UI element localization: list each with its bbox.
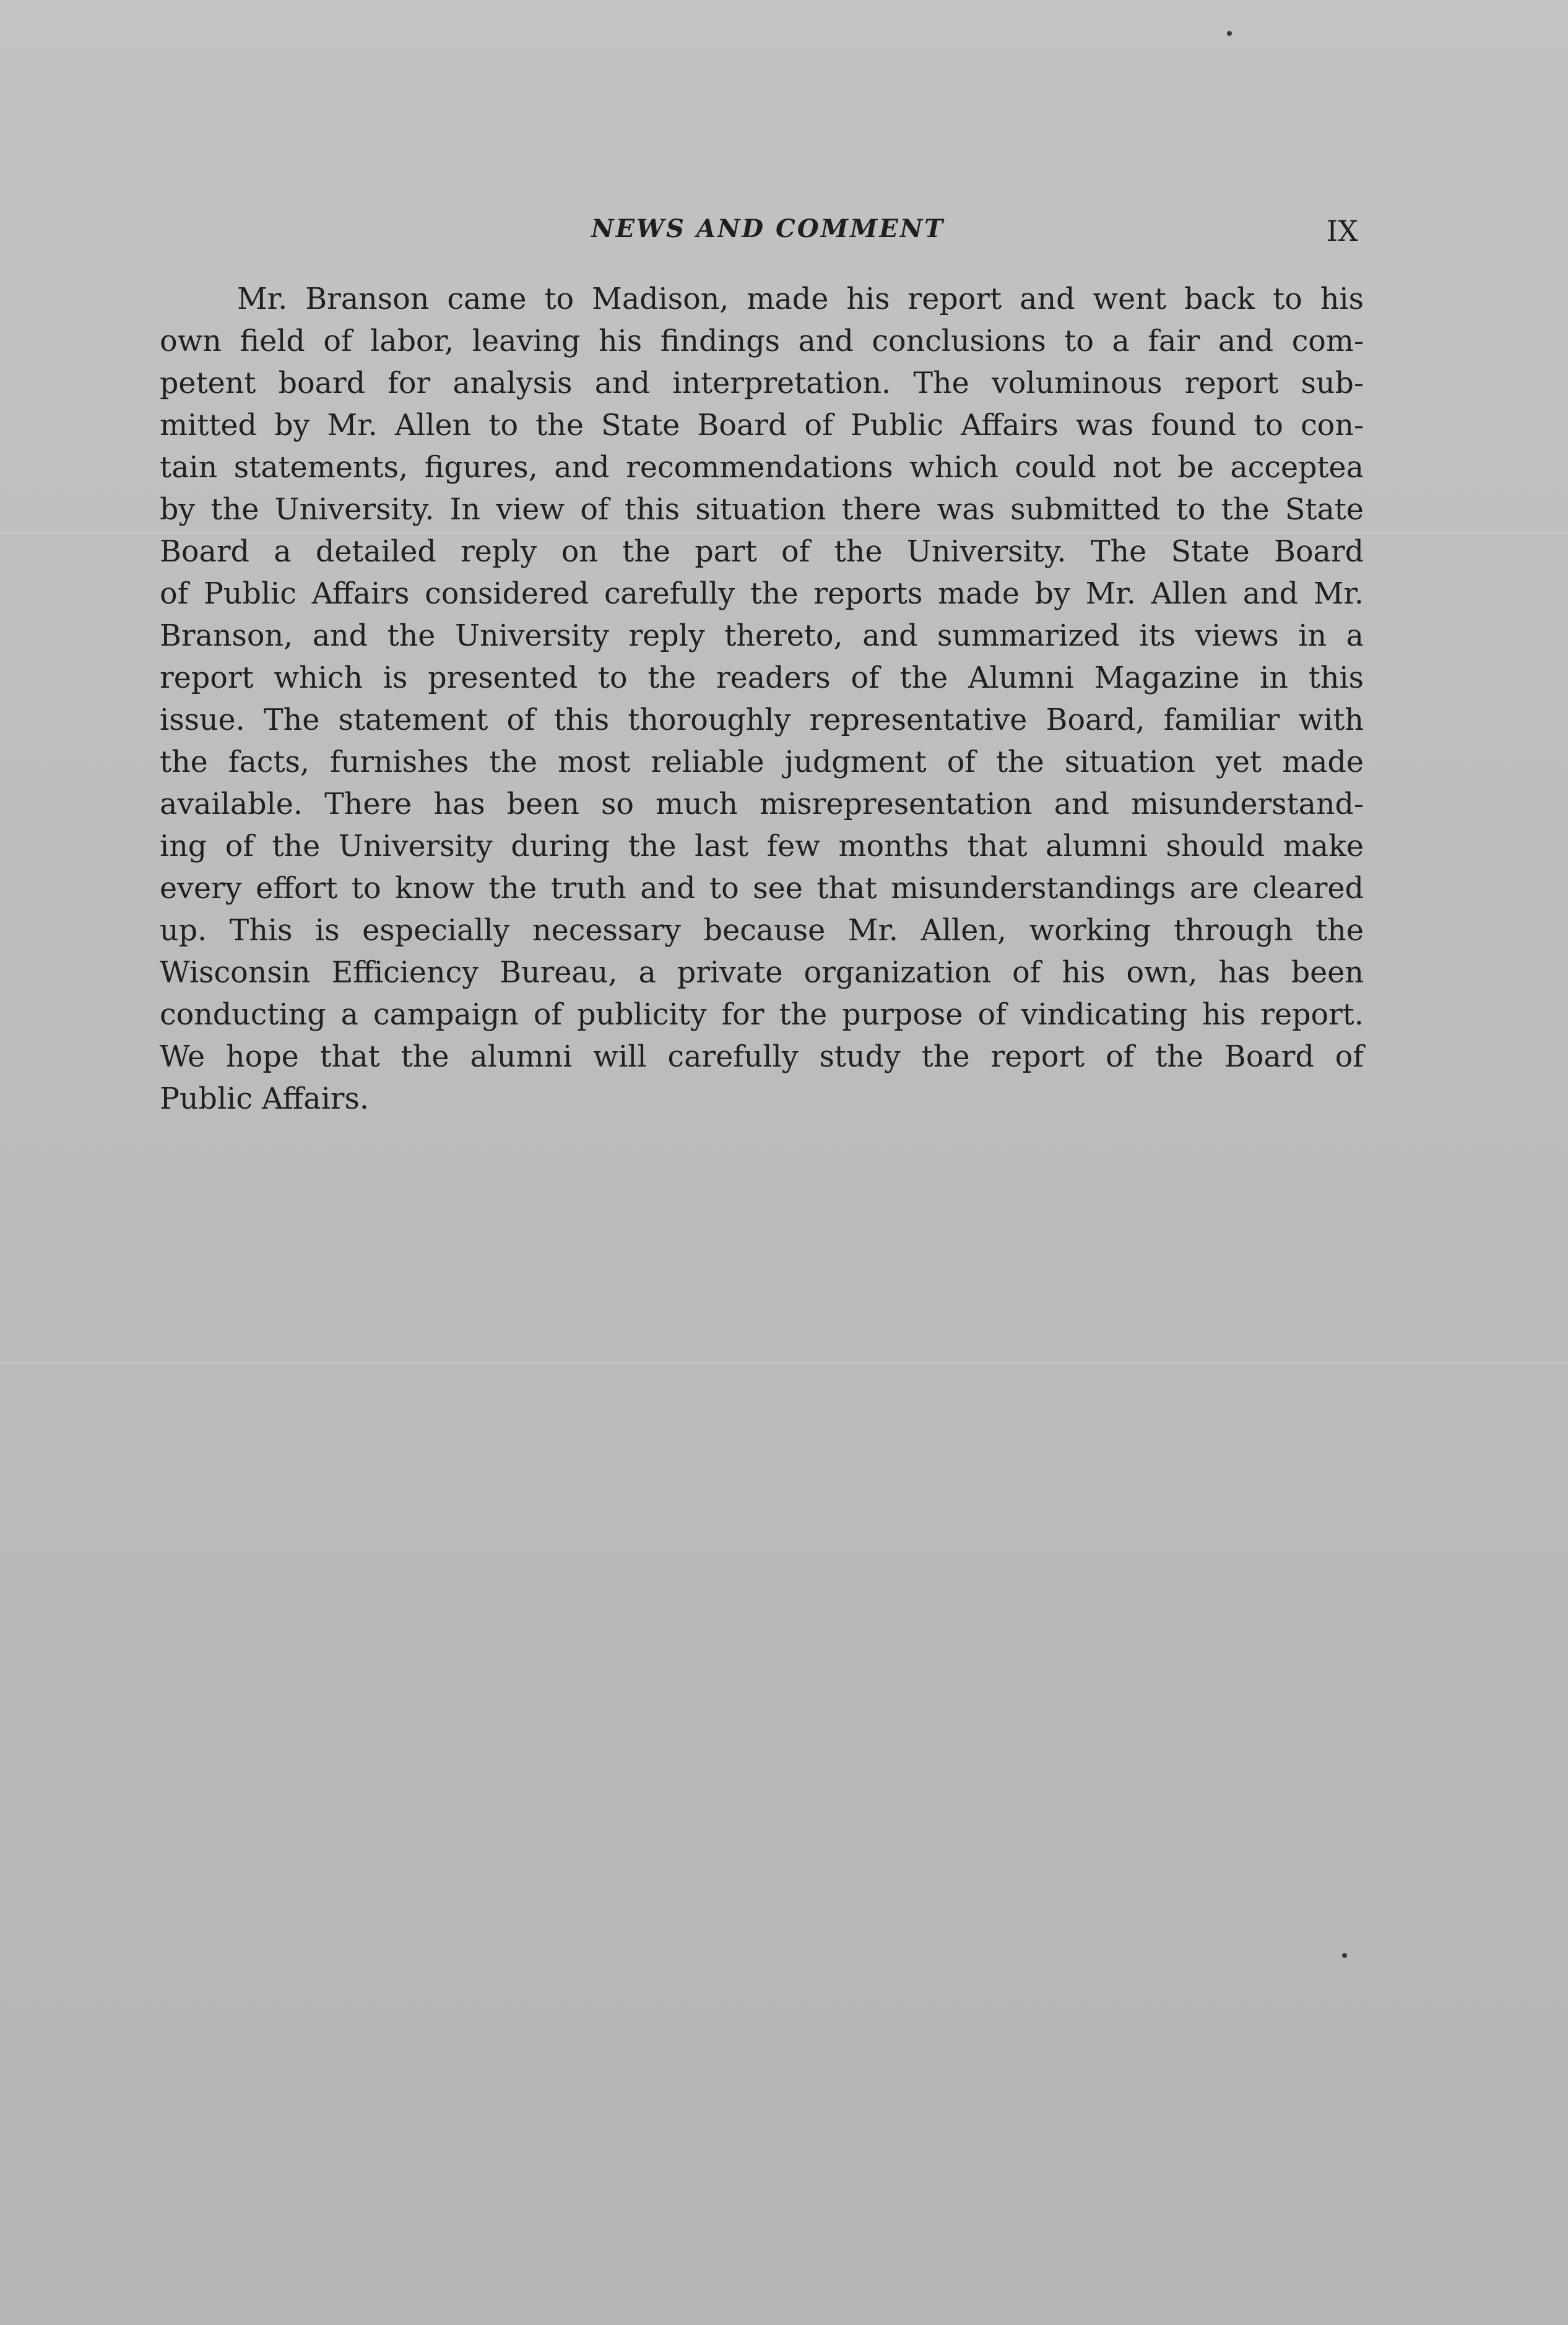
paragraph-line: Wisconsin Efficiency Bureau, a private organization of his own, has been (160, 956, 1364, 990)
paper-speck (1342, 1953, 1347, 1958)
running-title: NEWS AND COMMENT (591, 214, 945, 243)
paragraph-line: the facts, furnishes the most reliable judgment of the situation yet made (160, 745, 1364, 779)
paragraph-line: available. There has been so much misrepresentation and misunderstand- (160, 787, 1364, 821)
paragraph-line: Public Affairs. (160, 1082, 369, 1116)
paragraph-line: Board a detailed reply on the part of the University. The State Board (160, 535, 1364, 569)
paragraph-line: own field of labor, leaving his findings and conclusions to a fair and com- (160, 324, 1364, 358)
paragraph-line: petent board for analysis and interpretation. The voluminous report sub- (160, 366, 1364, 400)
paragraph-line: tain statements, figures, and recommendations which could not be acceptea (160, 451, 1364, 485)
page-fold-line (0, 1362, 1568, 1363)
paragraph-line: of Public Affairs considered carefully the reports made by Mr. Allen and Mr. (160, 577, 1364, 611)
paragraph-line: up. This is especially necessary because Mr. Allen, working through the (160, 914, 1364, 948)
paragraph-line: mitted by Mr. Allen to the State Board of Public Affairs was found to con- (160, 409, 1364, 443)
paragraph-line: conducting a campaign of publicity for the purpose of vindicating his report. (160, 998, 1364, 1032)
article-paragraph (160, 279, 1364, 1120)
paragraph-line: report which is presented to the readers of the Alumni Magazine in this (160, 661, 1364, 695)
paragraph-line: issue. The statement of this thoroughly representative Board, familiar with (160, 703, 1364, 737)
paper-speck (1227, 31, 1232, 36)
paragraph-line: We hope that the alumni will carefully study the report of the Board of (160, 1040, 1364, 1074)
paragraph-line: ing of the University during the last few months that alumni should make (160, 829, 1364, 864)
paragraph-line: Mr. Branson came to Madison, made his report and went back to his (237, 282, 1364, 316)
paragraph-line: by the University. In view of this situation there was submitted to the State (160, 493, 1364, 527)
running-head (0, 210, 1568, 248)
paragraph-line: Branson, and the University reply thereto, and summarized its views in a (160, 619, 1364, 653)
page-number: IX (1327, 214, 1358, 248)
paragraph-line: every effort to know the truth and to see that misunderstandings are cleared (160, 872, 1364, 906)
